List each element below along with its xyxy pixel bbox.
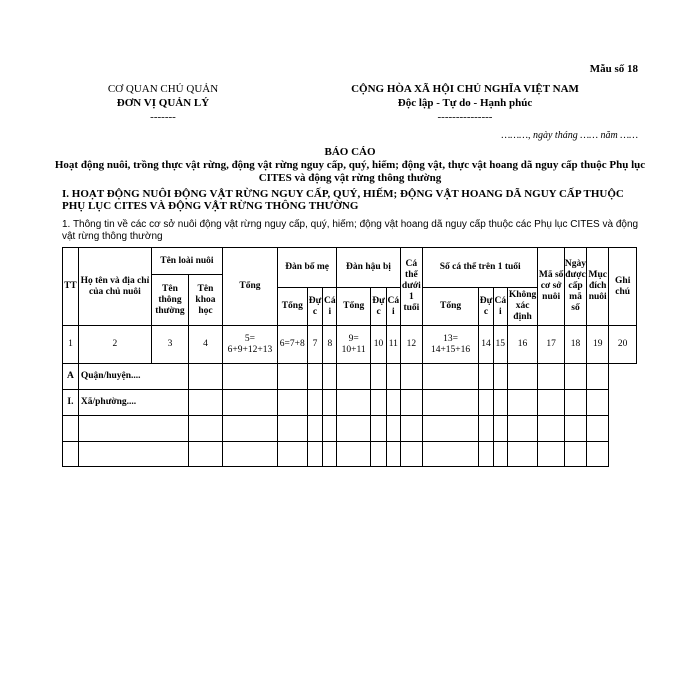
row-label: Xã/phường.... xyxy=(78,390,188,416)
col-number: 9= 10+11 xyxy=(337,326,371,364)
col-number: 14 xyxy=(479,326,494,364)
col-common-name: Tên thông thường xyxy=(151,275,188,326)
motto: Độc lập - Tự do - Hạnh phúc xyxy=(397,97,533,109)
form-number: Mẫu số 18 xyxy=(589,63,638,75)
report-title-block xyxy=(40,146,660,185)
col-purpose: Mục đích nuôi xyxy=(587,248,609,326)
col-scientific-name: Tên khoa học xyxy=(189,275,223,326)
col-number: 3 xyxy=(151,326,188,364)
col-species: Tên loài nuôi xyxy=(151,248,222,275)
header-right xyxy=(300,82,630,124)
column-number-row xyxy=(63,326,637,364)
col-owner: Họ tên và địa chỉ của chủ nuôi xyxy=(78,248,151,326)
col-number: 1 xyxy=(63,326,79,364)
col-over1-total: Tổng xyxy=(422,288,478,326)
col-number: 20 xyxy=(609,326,637,364)
col-number: 13= 14+15+16 xyxy=(422,326,478,364)
table-row-empty xyxy=(63,416,637,442)
report-table xyxy=(62,247,637,467)
col-number: 16 xyxy=(507,326,538,364)
header-left-divider: ------- xyxy=(150,111,176,123)
table-row-commune xyxy=(63,390,637,416)
row-code: A xyxy=(63,364,79,390)
col-number: 7 xyxy=(307,326,323,364)
col-reserve-total: Tổng xyxy=(337,288,371,326)
col-number: 4 xyxy=(189,326,223,364)
col-issue-date: Ngày được cấp mã số xyxy=(564,248,586,326)
col-over1: Số cá thể trên 1 tuổi xyxy=(422,248,537,288)
report-subtitle-line1: Hoạt động nuôi, trồng thực vật rừng, động vật rừng nguy cấp, quý, hiếm; động vật, thực vật hoang dã nguy cấp thuộc Phụ lục xyxy=(54,159,646,171)
col-over1-undetermined: Không xác định xyxy=(507,288,538,326)
table-row-empty xyxy=(63,442,637,467)
col-over1-female: Cái xyxy=(493,288,507,326)
row-label: Quận/huyện.... xyxy=(78,364,188,390)
col-facility-code: Mã số cơ sở nuôi xyxy=(538,248,564,326)
header-left xyxy=(88,82,238,124)
col-reserve: Đàn hậu bị xyxy=(337,248,401,288)
col-tt: TT xyxy=(63,248,79,326)
col-note: Ghi chú xyxy=(609,248,637,326)
section-heading: I. HOẠT ĐỘNG NUÔI ĐỘNG VẬT RỪNG NGUY CẤP, QUÝ, HIẾM; ĐỘNG VẬT HOANG DÃ NGUY CẤP THUỘC PHỤ LỤC CITES VÀ ĐỘNG VẬT RỪNG THÔNG THƯỜNG xyxy=(62,188,624,212)
row-code: I. xyxy=(63,390,79,416)
col-number: 6=7+8 xyxy=(277,326,307,364)
col-number: 8 xyxy=(323,326,337,364)
col-reserve-female: Cái xyxy=(386,288,400,326)
col-parents: Đàn bố mẹ xyxy=(277,248,336,288)
col-number: 2 xyxy=(78,326,151,364)
col-number: 12 xyxy=(400,326,422,364)
date-line: ………, ngày tháng …… năm …… xyxy=(501,130,638,141)
col-number: 15 xyxy=(493,326,507,364)
col-under1: Cá thể dưới 1 tuổi xyxy=(400,248,422,326)
agency-name: CƠ QUAN CHỦ QUẢN xyxy=(107,83,219,95)
col-parents-female: Cái xyxy=(323,288,337,326)
report-subtitle-line2: CITES và động vật rừng thông thường xyxy=(258,172,442,184)
col-number: 19 xyxy=(587,326,609,364)
col-parents-total: Tổng xyxy=(277,288,307,326)
col-total: Tổng xyxy=(222,248,277,326)
col-number: 5= 6+9+12+13 xyxy=(222,326,277,364)
report-title: BÁO CÁO xyxy=(324,146,376,158)
col-number: 18 xyxy=(564,326,586,364)
unit-name: ĐƠN VỊ QUẢN LÝ xyxy=(116,97,210,109)
col-number: 17 xyxy=(538,326,564,364)
col-number: 11 xyxy=(386,326,400,364)
col-reserve-male: Đực xyxy=(371,288,387,326)
subsection-heading: 1. Thông tin về các cơ sở nuôi động vật rừng nguy cấp, quý, hiếm; động vật hoang dã nguy cấp thuộc các Phụ lục CITES và động vật rừng thông thường xyxy=(62,219,639,242)
table-row-district xyxy=(63,364,637,390)
header-right-divider: --------------- xyxy=(437,111,493,123)
col-over1-male: Đực xyxy=(479,288,494,326)
col-number: 10 xyxy=(371,326,387,364)
country-name: CỘNG HÒA XÃ HỘI CHỦ NGHĨA VIỆT NAM xyxy=(351,83,579,95)
col-parents-male: Đực xyxy=(307,288,323,326)
header-row-1 xyxy=(63,248,637,275)
